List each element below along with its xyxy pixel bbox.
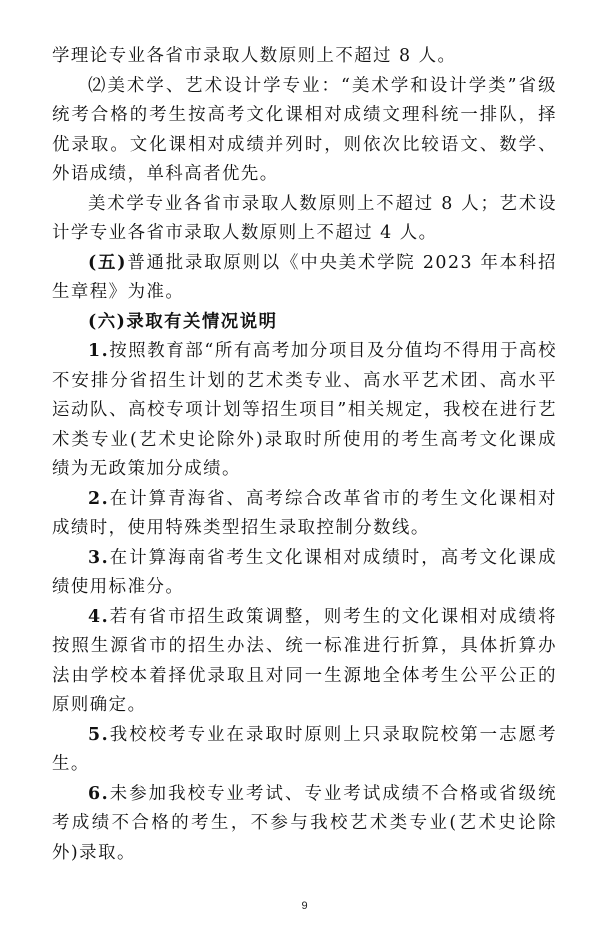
note-item-1 — [52, 337, 557, 485]
paragraph-art-design-rules: ⑵美术学、艺术设计学专业：“美术学和设计学类”省级统考合格的考生按高考文化课相对成绩文理科统一排队，择优录取。文化课相对成绩并列时，则依次比较语文、数学、外语成绩，单科高者优先。 — [52, 75, 557, 184]
paragraph-quota-theory: 学理论专业各省市录取人数原则上不超过 8 人。 — [52, 46, 457, 66]
note-text-2: 在计算青海省、高考综合改革省市的考生文化课相对成绩时，使用特殊类型招生录取控制分数线。 — [52, 488, 557, 538]
note-item-3 — [52, 544, 557, 603]
general-batch-text: 普通批录取原则以《中央美术学院 2023 年本科招生章程》为准。 — [52, 252, 557, 302]
note-text-4: 若有省市招生政策调整，则考生的文化课相对成绩将按照生源省市的招生办法、统一标准进行折算，具体折算办法由学校本着择优录取且对同一生源地全体考生公平公正的原则确定。 — [52, 606, 557, 715]
note-number-1: 1. — [88, 341, 110, 361]
note-number-5: 5. — [88, 724, 110, 745]
section-number-five: (五) — [88, 252, 127, 273]
note-number-6: 6. — [88, 783, 110, 804]
paragraph-general-batch — [52, 249, 557, 308]
note-item-5 — [52, 721, 557, 780]
document-page — [52, 42, 557, 868]
note-text-3: 在计算海南省考生文化课相对成绩时，高考文化课成绩使用标准分。 — [52, 547, 557, 597]
note-text-5: 我校校考专业在录取时原则上只录取院校第一志愿考生。 — [52, 724, 557, 774]
section-heading-admission-notes: (六)录取有关情况说明 — [88, 311, 278, 332]
page-number: 9 — [301, 900, 308, 912]
note-number-3: 3. — [88, 547, 110, 568]
note-text-1: 按照教育部“所有高考加分项目及分值均不得用于高校不安排分省招生计划的艺术类专业、高水平艺术团、高水平运动队、高校专项计划等招生项目”相关规定，我校在进行艺术类专业(艺术史论除外)录取时所使用的考生高考文化课成绩为无政策加分成绩。 — [52, 341, 557, 479]
note-text-6: 未参加我校专业考试、专业考试成绩不合格或省级统考成绩不合格的考生，不参与我校艺术类专业(艺术史论除外)录取。 — [52, 783, 557, 863]
note-item-2 — [52, 485, 557, 544]
note-item-4 — [52, 603, 557, 721]
note-item-6 — [52, 780, 557, 869]
note-number-4: 4. — [88, 606, 110, 627]
note-number-2: 2. — [88, 488, 110, 509]
paragraph-art-design-quota: 美术学专业各省市录取人数原则上不超过 8 人；艺术设计学专业各省市录取人数原则上不超过 4 人。 — [52, 193, 557, 243]
